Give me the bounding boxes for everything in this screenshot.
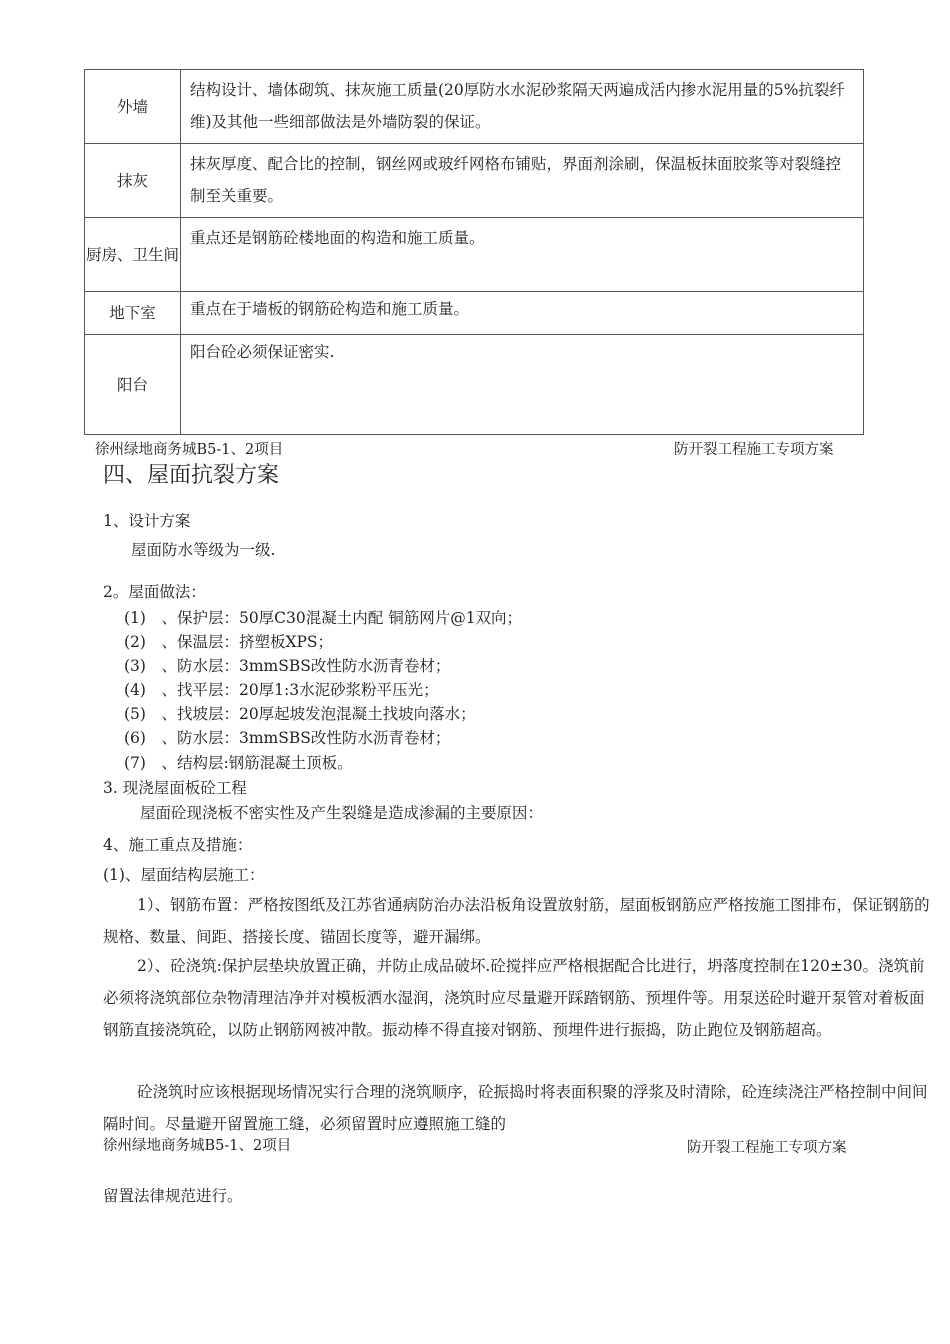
- table-row: [85, 218, 864, 292]
- table-row: [85, 70, 864, 144]
- s2-title: 2。屋面做法：: [103, 583, 206, 601]
- row-text: 结构设计、墙体砌筑、抹灰施工质量(20厚防水水泥砂浆隔天两遍成活内掺水泥用量的5%抗裂纤维)及其他一些细部做法是外墙防裂的保证。: [181, 70, 864, 144]
- table-row: [85, 144, 864, 218]
- s3-text: 屋面砼现浇板不密实性及产生裂缝是造成渗漏的主要原因：: [140, 804, 544, 822]
- paragraph-rebar: 1）、钢筋布置：严格按图纸及江苏省通病防治办法沿板角设置放射筋，屋面板钢筋应严格按施工图排布，保证钢筋的规格、数量、间距、搭接长度、锚固长度等，避开漏绑。: [103, 896, 930, 946]
- s3-title: 3. 现浇屋面板砼工程: [103, 779, 247, 797]
- row-text: 重点在于墙板的钢筋砼构造和施工质量。: [181, 292, 864, 335]
- tail-text: 留置法律规范进行。: [103, 1187, 243, 1205]
- running-header-left: 徐州绿地商务城B5-1、2项目: [103, 1138, 292, 1154]
- paragraph-sequence: 砼浇筑时应该根据现场情况实行合理的浇筑顺序，砼振捣时将表面积聚的浮浆及时清除，砼连续浇注严格控制中间间隔时间。尽量避开留置施工缝，必须留置时应遵照施工缝的: [103, 1083, 928, 1133]
- list-item: (1) 、保护层：50厚C30混凝土内配 铜筋网片@1双向；: [124, 609, 523, 627]
- s4-subtitle: (1)、屋面结构层施工：: [103, 866, 265, 884]
- table-row: [85, 335, 864, 435]
- s4-title: 4、施工重点及措施：: [103, 836, 253, 854]
- row-label: 地下室: [85, 292, 181, 335]
- row-text: 抹灰厚度、配合比的控制，钢丝网或玻纤网格布铺贴，界面剂涂刷，保温板抹面胶浆等对裂缝控制至关重要。: [181, 144, 864, 218]
- list-item: (5) 、找坡层：20厚起坡发泡混凝土找坡向落水；: [124, 705, 476, 723]
- list-item: (6) 、防水层：3mmSBS改性防水沥青卷材；: [124, 729, 451, 747]
- row-label: 抹灰: [85, 144, 181, 218]
- row-label: 阳台: [85, 335, 181, 435]
- list-item: (2) 、保温层：挤塑板XPS；: [124, 633, 334, 651]
- s1-title: 1、设计方案: [103, 512, 191, 530]
- list-item: (3) 、防水层：3mmSBS改性防水沥青卷材；: [124, 657, 451, 675]
- running-header-right: 防开裂工程施工专项方案: [674, 442, 834, 458]
- row-text: 重点还是钢筋砼楼地面的构造和施工质量。: [181, 218, 864, 292]
- row-text: 阳台砼必须保证密实.: [181, 335, 864, 435]
- s1-text: 屋面防水等级为一级.: [131, 541, 276, 559]
- running-header-left: 徐州绿地商务城B5-1、2项目: [95, 442, 284, 458]
- table-row: [85, 292, 864, 335]
- list-item: (7) 、结构层:钢筋混凝土顶板。: [124, 754, 353, 772]
- row-label: 外墙: [85, 70, 181, 144]
- row-label: 厨房、卫生间: [85, 218, 181, 292]
- running-header-right: 防开裂工程施工专项方案: [687, 1140, 847, 1156]
- section-title: 四、屋面抗裂方案: [103, 463, 280, 488]
- crack-control-table: [84, 69, 864, 435]
- list-item: (4) 、找平层：20厚1:3水泥砂浆粉平压光；: [124, 681, 439, 699]
- paragraph-pouring: 2）、砼浇筑:保护层垫块放置正确，并防止成品破坏.砼搅拌应严格根据配合比进行，坍落度控制在120±30。浇筑前必须将浇筑部位杂物清理洁净并对模板洒水湿润，浇筑时应尽量避开踩踏钢筋、预埋件等。用泵送砼时避开泵管对着板面钢筋直接浇筑砼，以防止钢筋网被冲散。振动棒不得直接对钢筋、预埋件进行振捣，防止跑位及钢筋超高。: [103, 957, 925, 1039]
